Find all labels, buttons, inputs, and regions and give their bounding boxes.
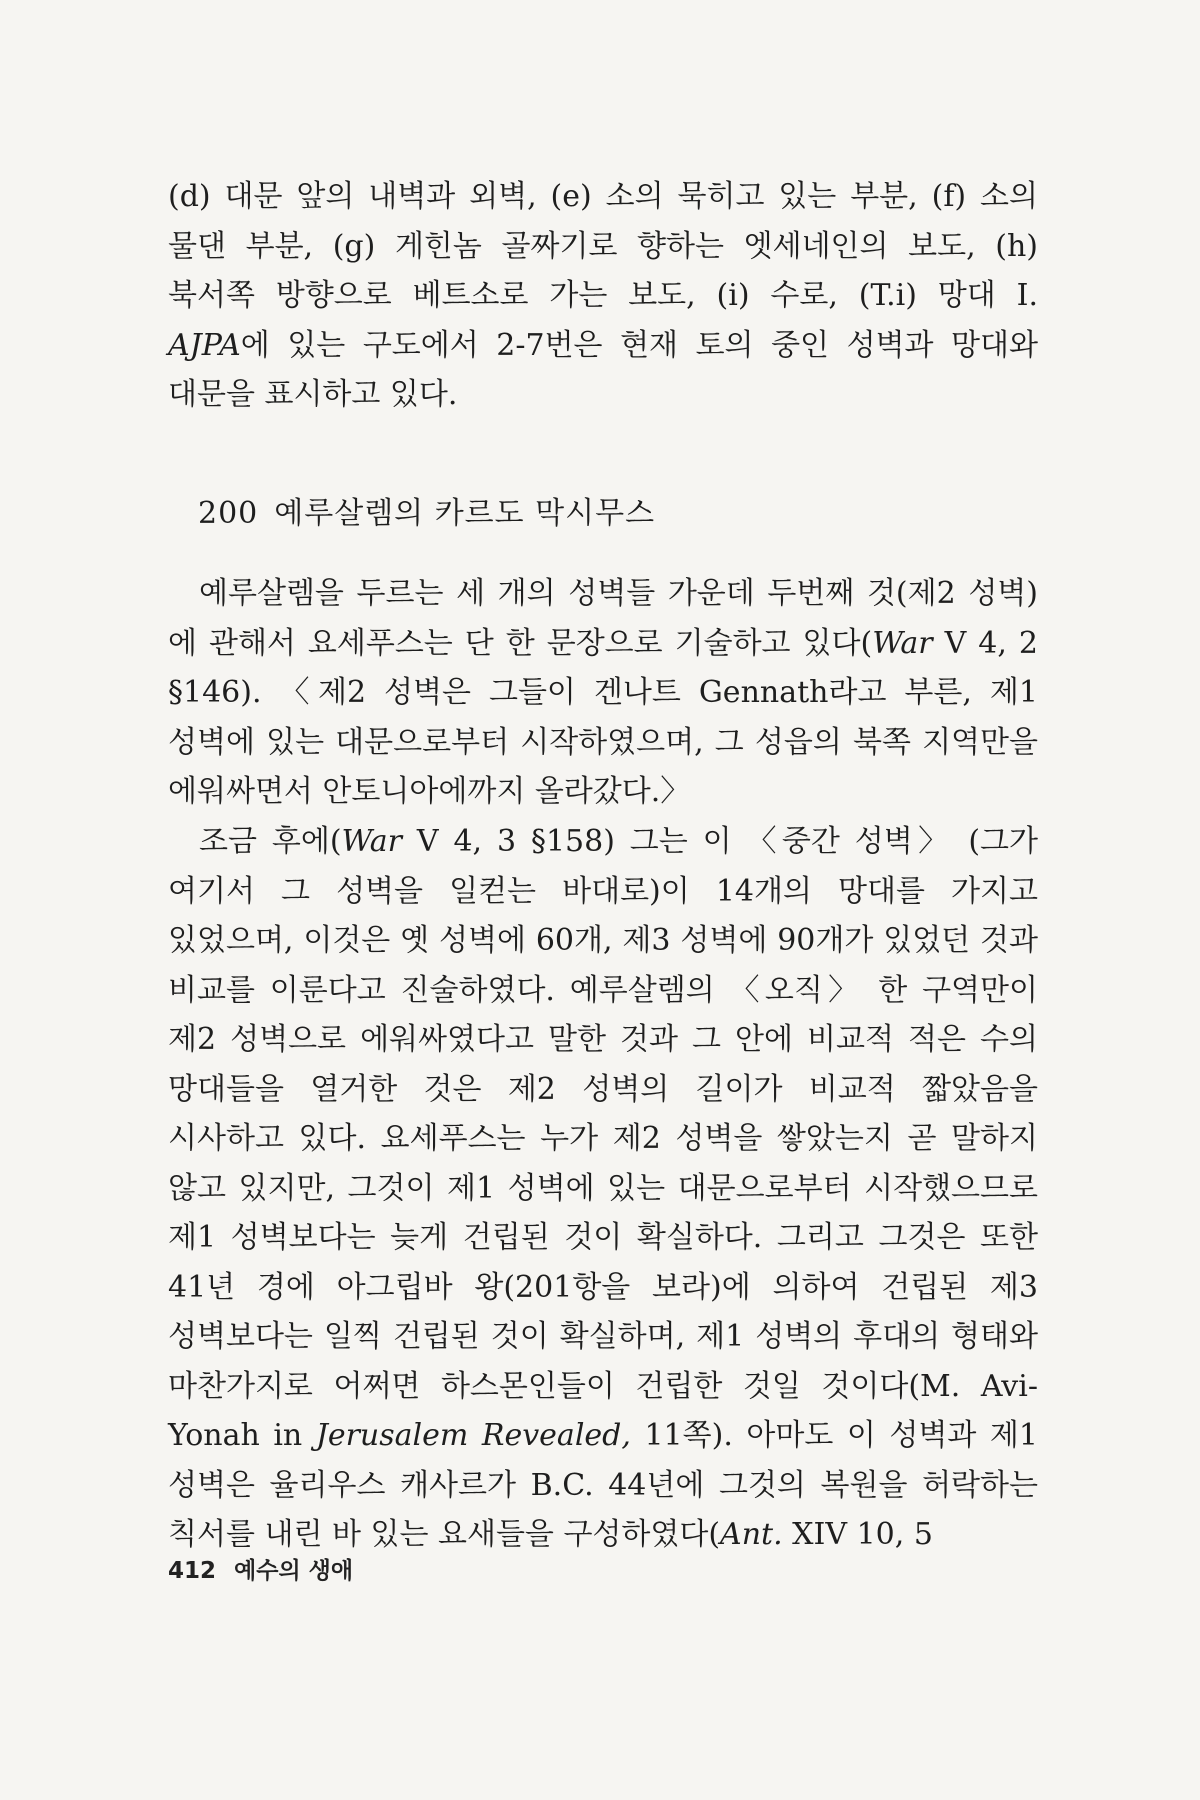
intro-text-2: 에 있는 구도에서 2-7번은 현재 토의 중인 성벽과 망대와 대문을 표시하고 있다. (168, 327, 1038, 412)
p2-italic-jerusalem-revealed: Jerusalem Revealed, (315, 1418, 631, 1453)
paragraph-2 (168, 817, 1038, 1560)
section-heading (198, 494, 655, 534)
intro-text-1: (d) 대문 앞의 내벽과 외벽, (e) 소의 묵히고 있는 부분, (f) 소의 물댄 부분, (g) 게힌놈 골짜기로 향하는 엣세네인의 보도, (h) 북서쪽 방향으로 베트소로 가는 보도, (i) 수로, (T.i) 망대 I. (168, 179, 1038, 313)
p2-text-1: 조금 후에( (199, 824, 342, 859)
p1-text-2: V 4, 2 §146). 〈제2 성벽은 그들이 겐나트 Gennath라고 부른, 제1 성벽에 있는 대문으로부터 시작하였으며, 그 성읍의 북쪽 지역만을 에워싸면서 안토니아에까지 올라갔다.〉 (168, 625, 1038, 809)
page-footer (168, 1556, 353, 1586)
p2-italic-ant: Ant. (720, 1517, 783, 1552)
p2-text-3: 11쪽). 아마도 이 성벽과 제1 성벽은 율리우스 캐사르가 B.C. 44년에 그것의 복원을 허락하는 칙서를 내린 바 있는 요새들을 구성하였다( (168, 1418, 1038, 1552)
book-title: 예수의 생애 (234, 1558, 354, 1584)
p1-text-1: 예루살렘을 두르는 세 개의 성벽들 가운데 두번째 것(제2 성벽)에 관해서 요세푸스는 단 한 문장으로 기술하고 있다( (168, 576, 1038, 661)
intro-italic-ajpa: AJPA (168, 327, 241, 363)
p2-text-4: XIV 10, 5 (782, 1517, 933, 1552)
p2-italic-war: War (341, 824, 402, 859)
section-number: 200 (198, 496, 259, 531)
intro-paragraph (168, 172, 1038, 420)
paragraph-1 (168, 569, 1038, 817)
section-title: 예루살렘의 카르도 막시무스 (274, 496, 656, 531)
p1-italic-war: War (872, 625, 933, 661)
p2-text-2: V 4, 3 §158) 그는 이 〈중간 성벽〉 (그가 여기서 그 성벽을 일컫는 바대로)이 14개의 망대를 가지고 있었으며, 이것은 옛 성벽에 60개, 제3 성벽에 90개가 있었던 것과 비교를 이룬다고 진술하였다. 예루살렘의 〈오직〉 한 구역만이 제2 성벽으로 에워싸였다고 말한 것과 그 안에 비교적 적은 수의 망대들을 열거한 것은 제2 성벽의 길이가 비교적 짧았음을 시사하고 있다. 요세푸스는 누가 제2 성벽을 쌓았는지 곧 말하지 않고 있지만, 그것이 제1 성벽에 있는 대문으로부터 시작했으므로 제1 성벽보다는 늦게 건립된 것이 확실하다. 그리고 그것은 또한 41년 경에 아그립바 왕(201항을 보라)에 의하여 건립된 제3 성벽보다는 일찍 건립된 것이 확실하며, 제1 성벽의 후대의 형태와 마찬가지로 어쩌면 하스몬인들이 건립한 것일 것이다(M. Avi-Yonah in (168, 824, 1038, 1453)
page-number: 412 (168, 1558, 217, 1584)
